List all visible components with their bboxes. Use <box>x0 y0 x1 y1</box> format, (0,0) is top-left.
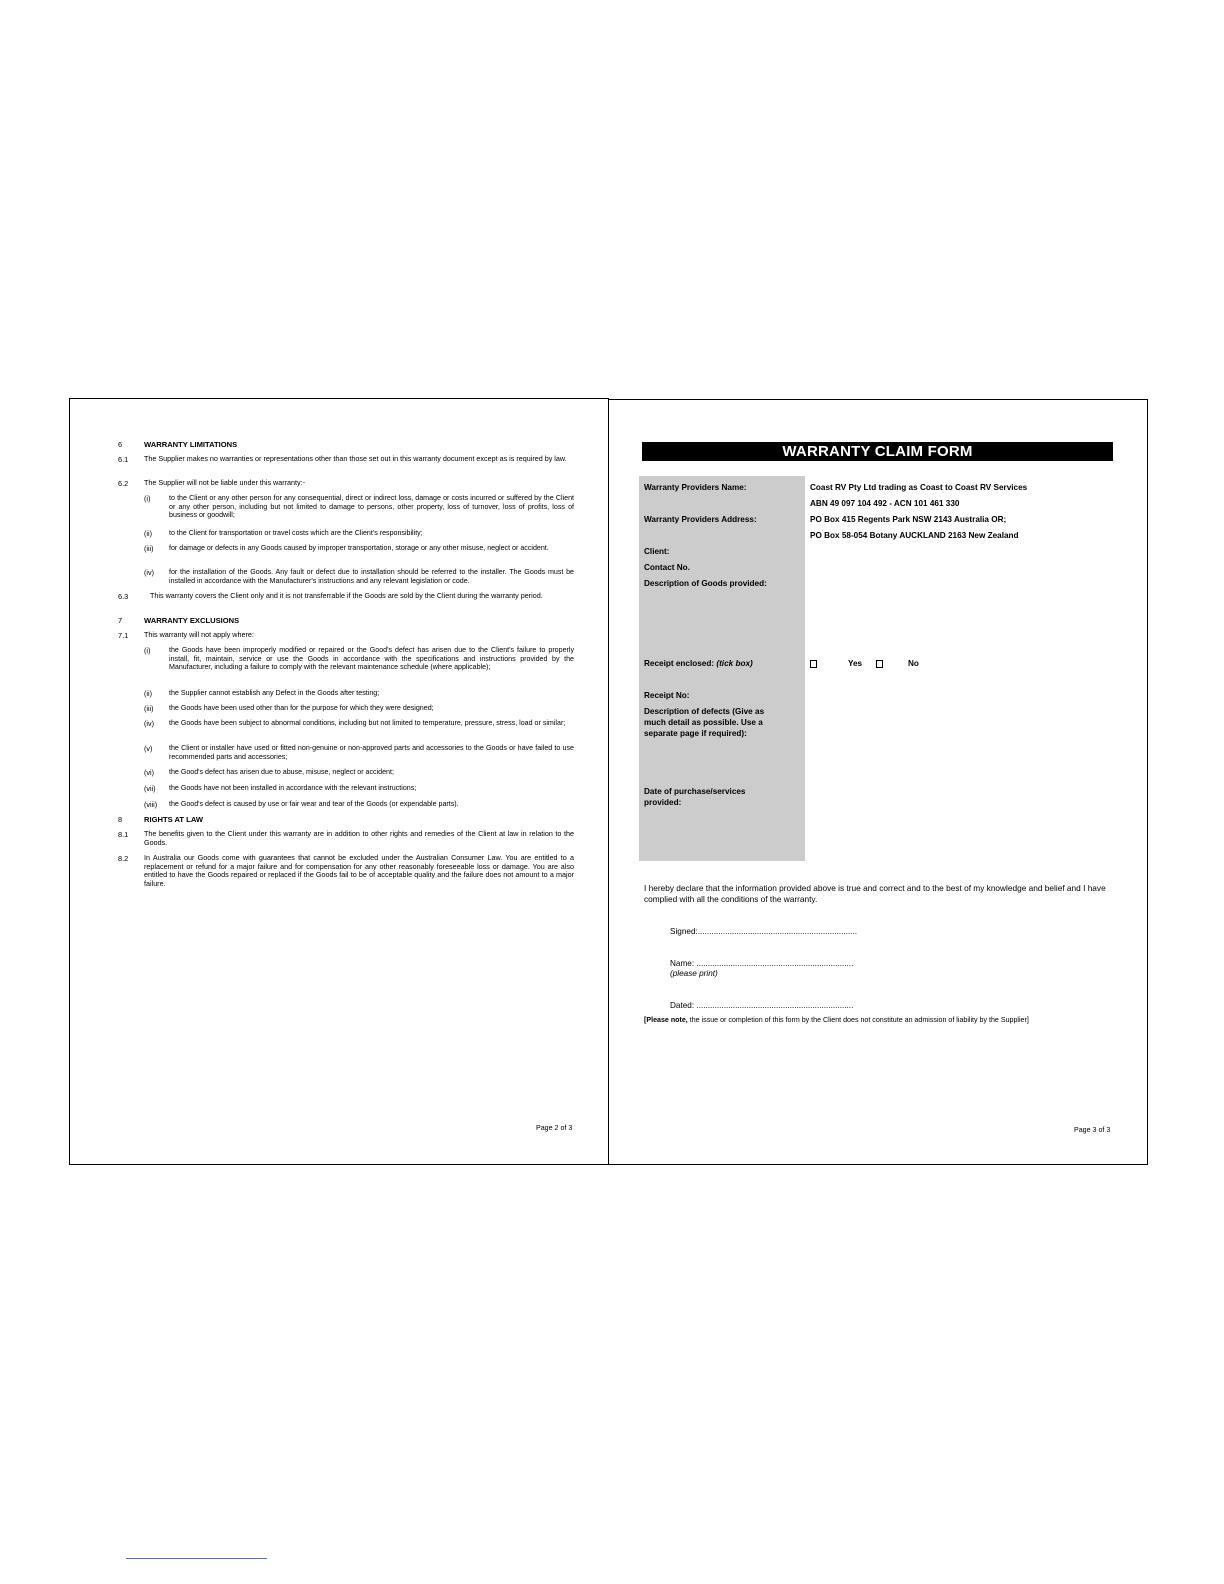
sub-clause-number: (vi) <box>144 768 154 777</box>
sub-clause-number: (viii) <box>144 800 158 809</box>
label-receipt-enclosed <box>644 659 753 670</box>
name-line[interactable]: Name: ..................................................................... <box>670 959 854 968</box>
sub-clause-number: (iv) <box>144 568 154 577</box>
sub-clause-text: the Client or installer have used or fitted non-genuine or non-approved parts and accessories to the Goods or have failed to use recommended parts and accessories; <box>169 744 574 761</box>
label-description-defects-line2: much detail as possible. Use a <box>644 718 763 727</box>
sub-clause-text: to the Client for transportation or travel costs which are the Client's responsibility; <box>169 529 423 537</box>
clause-8-1: The benefits given to the Client under this warranty are in addition to other rights and remedies of the Client at law in relation to the Goods. <box>144 829 574 847</box>
signed-line[interactable]: Signed:...................................................................... <box>670 927 858 936</box>
section-title-rights-at-law: RIGHTS AT LAW <box>144 815 204 824</box>
clause-6-1: The Supplier makes no warranties or representations other than those set out in this warranty document except as is required by law. <box>144 454 567 463</box>
warranty-claim-form-page <box>608 399 1148 1165</box>
label-providers-address: Warranty Providers Address: <box>644 515 757 524</box>
sub-clause-number: (v) <box>144 744 153 753</box>
sub-clause-text: the Good's defect is caused by use or fair wear and tear of the Goods (or expendable parts). <box>169 800 459 808</box>
receipt-enclosed-text: Receipt enclosed: <box>644 659 715 668</box>
sub-clause-text: the Good's defect has arisen due to abuse, misuse, neglect or accident; <box>169 768 394 776</box>
receipt-no-label: No <box>908 659 919 668</box>
sub-clause-text: the Goods have been improperly modified or repaired or the Good's defect has arisen due to the Client's failure to properly install, fit, maintain, service or use the Goods in accordance with the specifications and instructions provided by the Manufacturer, including a failure to comply with the relevant maintenance schedule (where applicable); <box>169 646 574 671</box>
sub-clause-text: to the Client or any other person for any consequential, direct or indirect loss, damage or costs incurred or suffered by the Client or any other person, including but not limited to damage to persons, other property, loss of turnover, loss of profits, loss of business or goodwill; <box>169 494 574 519</box>
sub-clause-number: (i) <box>144 494 151 503</box>
value-address-new-zealand: PO Box 58-054 Botany AUCKLAND 2163 New Zealand <box>810 531 1019 540</box>
sub-clause-number: (ii) <box>144 689 152 698</box>
sub-clause-number: (iv) <box>144 719 154 728</box>
label-contact-no: Contact No. <box>644 563 690 572</box>
page-number: Page 2 of 3 <box>536 1124 573 1132</box>
page-number: Page 3 of 3 <box>1074 1126 1111 1134</box>
footnote-separator <box>126 1558 267 1559</box>
clause-6-3: This warranty covers the Client only and it is not transferrable if the Goods are sold by the Client during the warranty period. <box>150 591 543 600</box>
sub-clause-number: (i) <box>144 646 151 655</box>
tick-box-hint: (tick box) <box>716 659 753 668</box>
note-text: the issue or completion of this form by the Client does not constitute an admission of liability by the Supplier] <box>687 1016 1029 1024</box>
sub-clause-number: (iii) <box>144 544 154 553</box>
sub-clause-text: for damage or defects in any Goods caused by improper transportation, storage or any other misuse, neglect or accident. <box>169 544 549 552</box>
label-client: Client: <box>644 547 670 556</box>
liability-note <box>644 1016 1029 1024</box>
section-number: 8 <box>118 815 123 824</box>
sub-clause-text: the Supplier cannot establish any Defect in the Goods after testing; <box>169 689 380 697</box>
receipt-yes-checkbox[interactable] <box>810 660 817 668</box>
section-title-warranty-exclusions: WARRANTY EXCLUSIONS <box>144 616 240 625</box>
sub-clause-text: the Goods have been used other than for the purpose for which they were designed; <box>169 704 434 712</box>
label-receipt-no: Receipt No: <box>644 691 690 700</box>
clause-number: 6.2 <box>118 479 129 488</box>
clause-7-1: This warranty will not apply where: <box>144 630 254 639</box>
warranty-terms-page <box>69 398 609 1165</box>
form-title: WARRANTY CLAIM FORM <box>642 442 1113 461</box>
clause-6-2: The Supplier will not be liable under this warranty:- <box>144 478 305 487</box>
clause-number: 8.2 <box>118 854 129 863</box>
receipt-no-checkbox[interactable] <box>876 660 883 668</box>
clause-number: 6.3 <box>118 592 129 601</box>
sub-clause-text: for the installation of the Goods. Any fault or defect due to installation should be referred to the installer. The Goods must be installed in accordance with the Manufacturer's instructions and any relevant legislation or code. <box>169 568 574 585</box>
dated-line[interactable]: Dated: ..................................................................... <box>670 1001 854 1010</box>
section-title-warranty-limitations: WARRANTY LIMITATIONS <box>144 440 238 449</box>
section-number: 7 <box>118 616 123 625</box>
receipt-yes-label: Yes <box>848 659 863 668</box>
label-description-goods: Description of Goods provided: <box>644 579 767 588</box>
label-date-purchase-line1: Date of purchase/services <box>644 787 746 796</box>
clause-number: 7.1 <box>118 631 129 640</box>
value-provider-name: Coast RV Pty Ltd trading as Coast to Coast RV Services <box>810 483 1028 492</box>
value-address-australia: PO Box 415 Regents Park NSW 2143 Australia OR; <box>810 515 1007 524</box>
clause-number: 6.1 <box>118 455 129 464</box>
sub-clause-number: (ii) <box>144 529 152 538</box>
label-description-defects-line3: separate page if required): <box>644 729 747 738</box>
label-providers-name: Warranty Providers Name: <box>644 483 747 492</box>
sub-clause-text: the Goods have not been installed in accordance with the relevant instructions; <box>169 784 417 792</box>
label-description-defects-line1: Description of defects (Give as <box>644 707 765 716</box>
sub-clause-number: (iii) <box>144 704 154 713</box>
sub-clause-number: (vii) <box>144 784 156 793</box>
label-date-purchase-line2: provided: <box>644 798 682 807</box>
please-print-hint: (please print) <box>670 969 718 978</box>
clause-8-2: In Australia our Goods come with guarantees that cannot be excluded under the Australian Consumer Law. You are entitled to a replacement or refund for a major failure and for compensation for any other reasonably foreseeable loss or damage. You are also entitled to have the Goods repaired or replaced if the Goods fail to be of acceptable quality and the failure does not amount to a major failure. <box>144 853 574 888</box>
clause-number: 8.1 <box>118 830 129 839</box>
sub-clause-text: the Goods have been subject to abnormal conditions, including but not limited to temperature, pressure, stress, load or similar; <box>169 719 566 727</box>
value-abn-acn: ABN 49 097 104 492 - ACN 101 461 330 <box>810 499 960 508</box>
declaration-text: I hereby declare that the information provided above is true and correct and to the best of my knowledge and belief and I have complied with all the conditions of the warranty. <box>644 883 1106 904</box>
note-bold: [Please note, <box>644 1016 688 1024</box>
section-number: 6 <box>118 440 123 449</box>
